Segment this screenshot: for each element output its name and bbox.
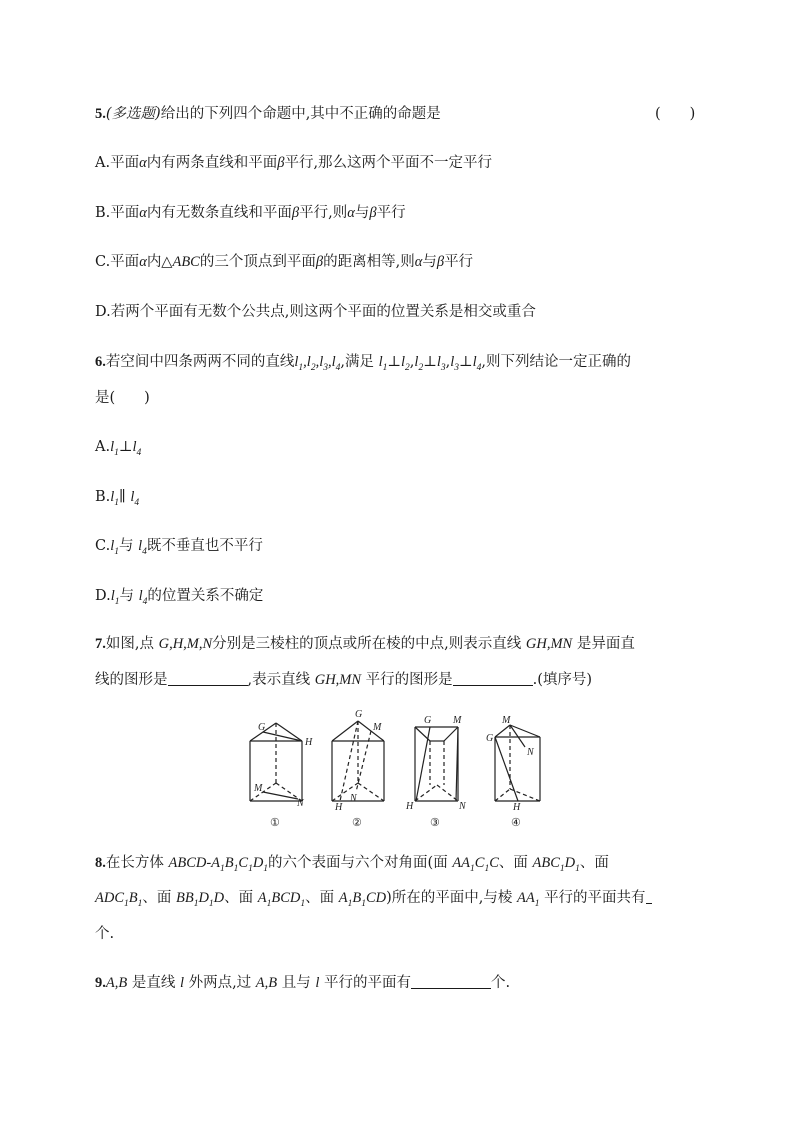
q5-option-d: D.若两个平面有无数个公共点,则这两个平面的位置关系是相交或重合	[95, 304, 536, 320]
q6-c-post: 既不垂直也不平行	[146, 538, 263, 554]
q8-line1-d: 、面	[579, 855, 609, 871]
q5-b-mid: 内有无数条直线和平面	[146, 205, 292, 221]
q5-option-a	[95, 153, 492, 173]
q7-fig2-label-g: G	[355, 709, 363, 720]
q5-a-mid: 内有两条直线和平面	[146, 155, 278, 171]
q9-d: 且与	[281, 975, 311, 991]
q7-line2-a: 线的图形是	[95, 672, 168, 688]
q8-line1-c: 、面	[498, 855, 528, 871]
q7-fig4-label-g: G	[486, 733, 494, 744]
q5-a-var2: β	[277, 155, 285, 171]
q7-points: G,H,M,N	[158, 636, 213, 652]
q5-tag: (多选题)	[105, 106, 161, 122]
q7-stem-c: 是异面直	[576, 636, 635, 652]
q6-stem-b: ,满足	[340, 354, 374, 370]
q5-a-pre: A.平面	[95, 155, 140, 171]
q5-a-var: α	[139, 155, 147, 171]
q8-edge: $AA_1$	[516, 890, 540, 909]
q6-option-b: $B.l_1\parallel$ $l_4$	[95, 489, 140, 508]
q6-option-d: $D.l_1$与 $l_4$的位置关系不确定	[95, 588, 264, 607]
q5-c-var3: β	[315, 254, 324, 270]
q5-c-mid3: 的距离相等,则	[323, 254, 415, 270]
q9-blank[interactable]	[411, 974, 491, 989]
q6-stem-line2: 是( )	[95, 390, 150, 406]
q5-c-mid4: 与	[422, 254, 437, 270]
q7-stem-b: 分别是三棱柱的顶点或所在棱的中点,则表示直线	[212, 636, 522, 652]
q7-fig4-label-n: N	[527, 747, 534, 758]
q7-line2-b: ,表示直线	[247, 672, 311, 688]
q7-fig2-label-n: N	[350, 793, 357, 804]
q7-figure-label-3: ③	[430, 817, 440, 829]
q8-stem	[95, 853, 609, 873]
q7-fig1-label-m: M	[254, 783, 263, 794]
q7-fig1-label-h: H	[305, 737, 313, 748]
q7-figure-label-4: ④	[511, 817, 521, 829]
q8-blank[interactable]	[646, 889, 652, 904]
q5-c-var5: β	[436, 254, 445, 270]
q5-option-c	[95, 252, 473, 272]
q7-fig4-label-h: H	[513, 802, 521, 813]
q5-answer-paren: ( )	[655, 106, 696, 122]
q8-line2-f: 平行的平面共有	[544, 890, 646, 906]
q5-c-var2: ABC	[172, 254, 200, 270]
q9-line-l: l	[179, 975, 184, 991]
q7-figure-1	[250, 722, 313, 829]
q5-stem-text: 给出的下列四个命题中,其中不正确的命题是	[160, 106, 441, 122]
q7-fig2-label-h: H	[335, 802, 343, 813]
q7-gh-mn: GH,MN	[525, 636, 573, 652]
q5-b-pre: B.平面	[95, 205, 140, 221]
q5-b-mid3: 与	[354, 205, 370, 221]
q7-blank-1[interactable]	[168, 671, 248, 686]
q6-condition: $l_1$	[378, 354, 388, 373]
q5-b-mid2: 平行,则	[299, 205, 348, 221]
q8-face-2: $ABC_1D_1$	[532, 855, 580, 874]
q7-fig3-label-n: N	[459, 801, 466, 812]
q7-figure-4	[486, 715, 540, 829]
q5-a-post: 平行,那么这两个平面不一定平行	[284, 155, 493, 171]
q8-line1-a: 在长方体	[105, 855, 164, 871]
q6-option-a: $A.l_1\perp l_4$	[95, 439, 142, 458]
q9-line-l-2: l	[315, 975, 320, 991]
q9-stem	[95, 973, 510, 993]
q6-stem: 6.若空间中四条两两不同的直线$l_1,l_2,l_3,l_4$,满足 $l_1\perp l_2,l_2\perp l_3,l_3\perp l_4$,则下列结论一定正确的	[95, 354, 632, 373]
q9-points-2: A,B	[255, 975, 278, 991]
q8-line2-d: 、面	[305, 890, 335, 906]
q8-face-1: $AA_1C_1C$	[452, 855, 499, 874]
q8-line2-c: 、面	[224, 890, 254, 906]
q8-line1-b: 的六个表面与六个对角面(面	[268, 855, 448, 871]
q8-solid-name: ABCD-$A_1B_1C_1D_1$	[168, 855, 269, 874]
q9-f: 个.	[491, 975, 511, 991]
q7-blank-2[interactable]	[453, 671, 533, 686]
q7-figure-label-1: ①	[270, 817, 280, 829]
q7-fig4-label-m: M	[502, 715, 511, 726]
q5-number: 5.	[95, 106, 106, 122]
q9-number: 9.	[95, 975, 106, 991]
q8-number: 8.	[95, 855, 106, 871]
q5-c-var: α	[139, 254, 147, 270]
q9-b: 是直线	[131, 975, 176, 991]
q7-figures	[240, 705, 560, 835]
q5-c-pre: C.平面	[95, 254, 140, 270]
q7-number: 7.	[95, 636, 106, 652]
q7-fig1-label-n: N	[297, 798, 304, 809]
q6-number: 6.	[95, 354, 106, 370]
q5-option-b	[95, 203, 406, 223]
q8-face-6: $A_1B_1CD$	[338, 890, 387, 909]
q5-b-var2: β	[291, 205, 300, 221]
q7-figure-2	[332, 709, 384, 829]
q7-line2-d: .(填序号)	[532, 672, 593, 688]
q6-stem-c: ,则下列结论一定正确的	[481, 354, 632, 370]
q7-figure-label-2: ②	[352, 817, 362, 829]
q5-c-mid2: 的三个顶点到平面	[199, 254, 316, 270]
q7-stem-a: 如图,点	[105, 636, 154, 652]
q7-fig2-label-m: M	[373, 722, 382, 733]
q7-fig3-label-m: M	[453, 715, 462, 726]
q8-stem-line3: 个.	[95, 926, 115, 942]
q8-stem-line2	[95, 888, 652, 908]
q6-lines: $l_1,l_2,l_3,l_4$	[294, 354, 341, 373]
q5-b-post: 平行	[376, 205, 406, 221]
q7-figure-3	[405, 715, 467, 829]
q5-c-var4: α	[414, 254, 423, 270]
q5-b-var4: β	[369, 205, 377, 221]
q8-face-5: $A_1BCD_1$	[257, 890, 306, 909]
q9-c: 外两点,过	[188, 975, 252, 991]
q9-e: 平行的平面有	[324, 975, 411, 991]
q5-c-mid: 内△	[146, 254, 173, 270]
q5-stem	[95, 104, 441, 124]
q7-gh-mn-2: GH,MN	[314, 672, 362, 688]
q8-line2-e: )所在的平面中,与棱	[386, 890, 513, 906]
q7-fig3-label-g: G	[424, 715, 432, 726]
q7-stem-line2	[95, 670, 592, 690]
q7-fig1-label-g: G	[258, 722, 266, 733]
q5-b-var3: α	[347, 205, 355, 221]
q8-face-4: $BB_1D_1D$	[175, 890, 225, 909]
q9-points: A,B	[105, 975, 128, 991]
q5-c-post: 平行	[444, 254, 474, 270]
q6-stem-a: 若空间中四条两两不同的直线	[105, 354, 295, 370]
q5-b-var: α	[139, 205, 147, 221]
q7-line2-c: 平行的图形是	[365, 672, 453, 688]
q6-option-c: $C.l_1$与 $l_4$既不垂直也不平行	[95, 538, 263, 557]
q7-stem	[95, 634, 635, 654]
q8-line2-b: 、面	[142, 890, 172, 906]
q7-fig3-label-h: H	[406, 801, 414, 812]
q8-face-3: $ADC_1B_1$	[95, 890, 143, 909]
q6-d-post: 的位置关系不确定	[147, 588, 264, 604]
